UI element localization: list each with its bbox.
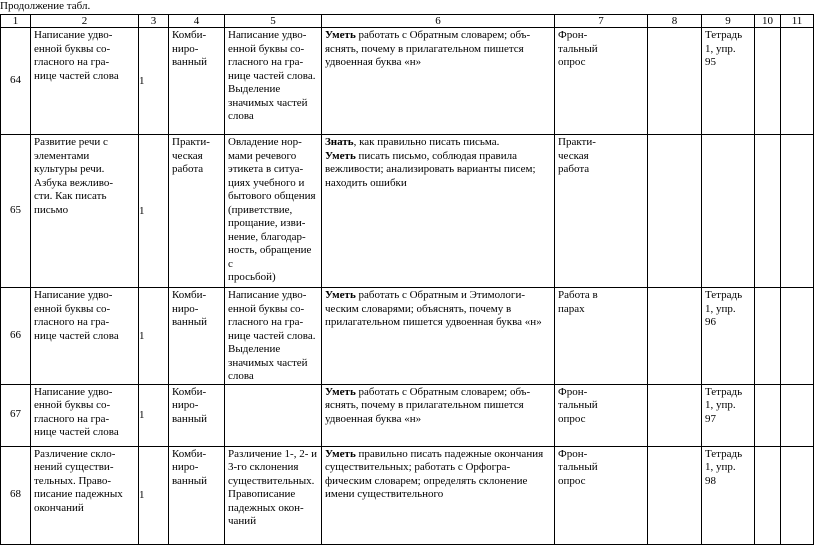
lesson-type: Комби- ниро- ванный [169, 446, 225, 544]
column-8-cell [648, 446, 702, 544]
column-header: 7 [555, 15, 648, 28]
requirements [322, 384, 555, 446]
column-10-cell [755, 288, 781, 385]
column-11-cell [781, 384, 814, 446]
lesson-hours [139, 384, 169, 446]
lesson-topic: Написание удво- енной буквы со- гласного на гра- нице частей слова [31, 288, 139, 385]
control-type: Фрон- тальный опрос [555, 28, 648, 135]
lesson-topic: Написание удво- енной буквы со- гласного на гра- нице частей слова [31, 384, 139, 446]
requirements [322, 446, 555, 544]
column-header: 4 [169, 15, 225, 28]
lesson-type: Комби- ниро- ванный [169, 288, 225, 385]
lesson-number: 66 [1, 288, 31, 385]
header-row [1, 15, 814, 28]
homework [702, 135, 755, 288]
requirements [322, 28, 555, 135]
homework: Тетрадь 1, упр. 98 [702, 446, 755, 544]
content-elements: Овладение нор- мами речевого этикета в ситуа- циях учебного и бытового общения (приветствие, прощание, изви- нение, благодар- ность, обращение с просьбой) [225, 135, 322, 288]
table-row [1, 135, 814, 288]
table-caption: Продолжение табл. [0, 0, 91, 12]
table-body [1, 15, 814, 545]
requirement-text: работать с Обратным словарем; объ- яснять, почему в прилагательном пишется удвоенная буква «н» [325, 385, 531, 425]
lesson-topic: Написание удво- енной буквы со- гласного на гра- нице частей слова [31, 28, 139, 135]
requirements [322, 135, 555, 288]
requirements [322, 288, 555, 385]
table-row [1, 446, 814, 544]
lesson-type: Комби- ниро- ванный [169, 384, 225, 446]
hours-value: 1 [139, 74, 145, 87]
column-11-cell [781, 28, 814, 135]
content-elements [225, 384, 322, 446]
homework: Тетрадь 1, упр. 96 [702, 288, 755, 385]
table-row [1, 288, 814, 385]
requirement-text: работать с Обратным и Этимологи- ческим словарями; объяснять, почему в прилагательном пишется удвоенная буква «н» [325, 289, 542, 328]
column-header: 5 [225, 15, 322, 28]
lesson-hours [139, 135, 169, 288]
column-header: 2 [31, 15, 139, 28]
homework: Тетрадь 1, упр. 95 [702, 28, 755, 135]
lesson-hours [139, 446, 169, 544]
lesson-hours [139, 28, 169, 135]
hours-value: 1 [139, 329, 145, 342]
table-row [1, 28, 814, 135]
column-11-cell [781, 288, 814, 385]
column-header: 11 [781, 15, 814, 28]
lesson-number: 67 [1, 384, 31, 446]
requirement-text: , как правильно писать письма. [353, 136, 500, 148]
hours-value: 1 [139, 204, 145, 217]
requirement-lead: Уметь [325, 447, 356, 460]
requirement-lead: Уметь [325, 289, 356, 301]
table-row [1, 384, 814, 446]
hours-value: 1 [139, 408, 145, 421]
column-header: 6 [322, 15, 555, 28]
lesson-hours [139, 288, 169, 385]
requirement-lead: Уметь [325, 149, 356, 162]
column-header: 1 [1, 15, 31, 28]
lesson-number: 68 [1, 446, 31, 544]
column-8-cell [648, 28, 702, 135]
control-type: Фрон- тальный опрос [555, 446, 648, 544]
column-10-cell [755, 384, 781, 446]
column-10-cell [755, 135, 781, 288]
column-header: 3 [139, 15, 169, 28]
column-8-cell [648, 384, 702, 446]
control-type: Практи- ческая работа [555, 135, 648, 288]
homework: Тетрадь 1, упр. 97 [702, 384, 755, 446]
column-10-cell [755, 446, 781, 544]
column-11-cell [781, 135, 814, 288]
requirement-lead: Уметь [325, 385, 356, 398]
column-header: 8 [648, 15, 702, 28]
content-elements: Написание удво- енной буквы со- гласного на гра- нице частей слова. Выделение значимых частей слова [225, 28, 322, 135]
column-11-cell [781, 446, 814, 544]
requirement-lead: Знать [325, 136, 354, 148]
content-elements: Различение 1-, 2- и 3-го склонения существительных. Правописание падежных окон- чаний [225, 446, 322, 544]
requirement-text: работать с Обратным словарем; объ- яснять, почему в прилагательном пишется удвоенная буква «н» [325, 29, 531, 68]
column-10-cell [755, 28, 781, 135]
requirement-lead: Уметь [325, 29, 356, 41]
column-8-cell [648, 288, 702, 385]
lesson-type: Практи- ческая работа [169, 135, 225, 288]
lesson-type: Комби- ниро- ванный [169, 28, 225, 135]
column-header: 9 [702, 15, 755, 28]
requirement-text: правильно писать падежные окончания существительных; работать с Орфогра- фическим словарем; определять склонение имени существительного [325, 447, 544, 500]
column-8-cell [648, 135, 702, 288]
lesson-number: 64 [1, 28, 31, 135]
control-type: Работа в парах [555, 288, 648, 385]
control-type: Фрон- тальный опрос [555, 384, 648, 446]
lesson-number: 65 [1, 135, 31, 288]
hours-value: 1 [139, 488, 145, 501]
lesson-topic: Развитие речи с элементами культуры речи. Азбука вежливо- сти. Как писать письмо [31, 135, 139, 288]
lesson-plan-table [0, 14, 814, 545]
column-header: 10 [755, 15, 781, 28]
lesson-topic: Различение скло- нений существи- тельных. Право- писание падежных окончаний [31, 446, 139, 544]
requirement-text: писать письмо, соблюдая правила вежливости; анализировать варианты писем; находить ошибки [325, 149, 536, 189]
content-elements: Написание удво- енной буквы со- гласного на гра- нице частей слова. Выделение значимых частей слова [225, 288, 322, 385]
